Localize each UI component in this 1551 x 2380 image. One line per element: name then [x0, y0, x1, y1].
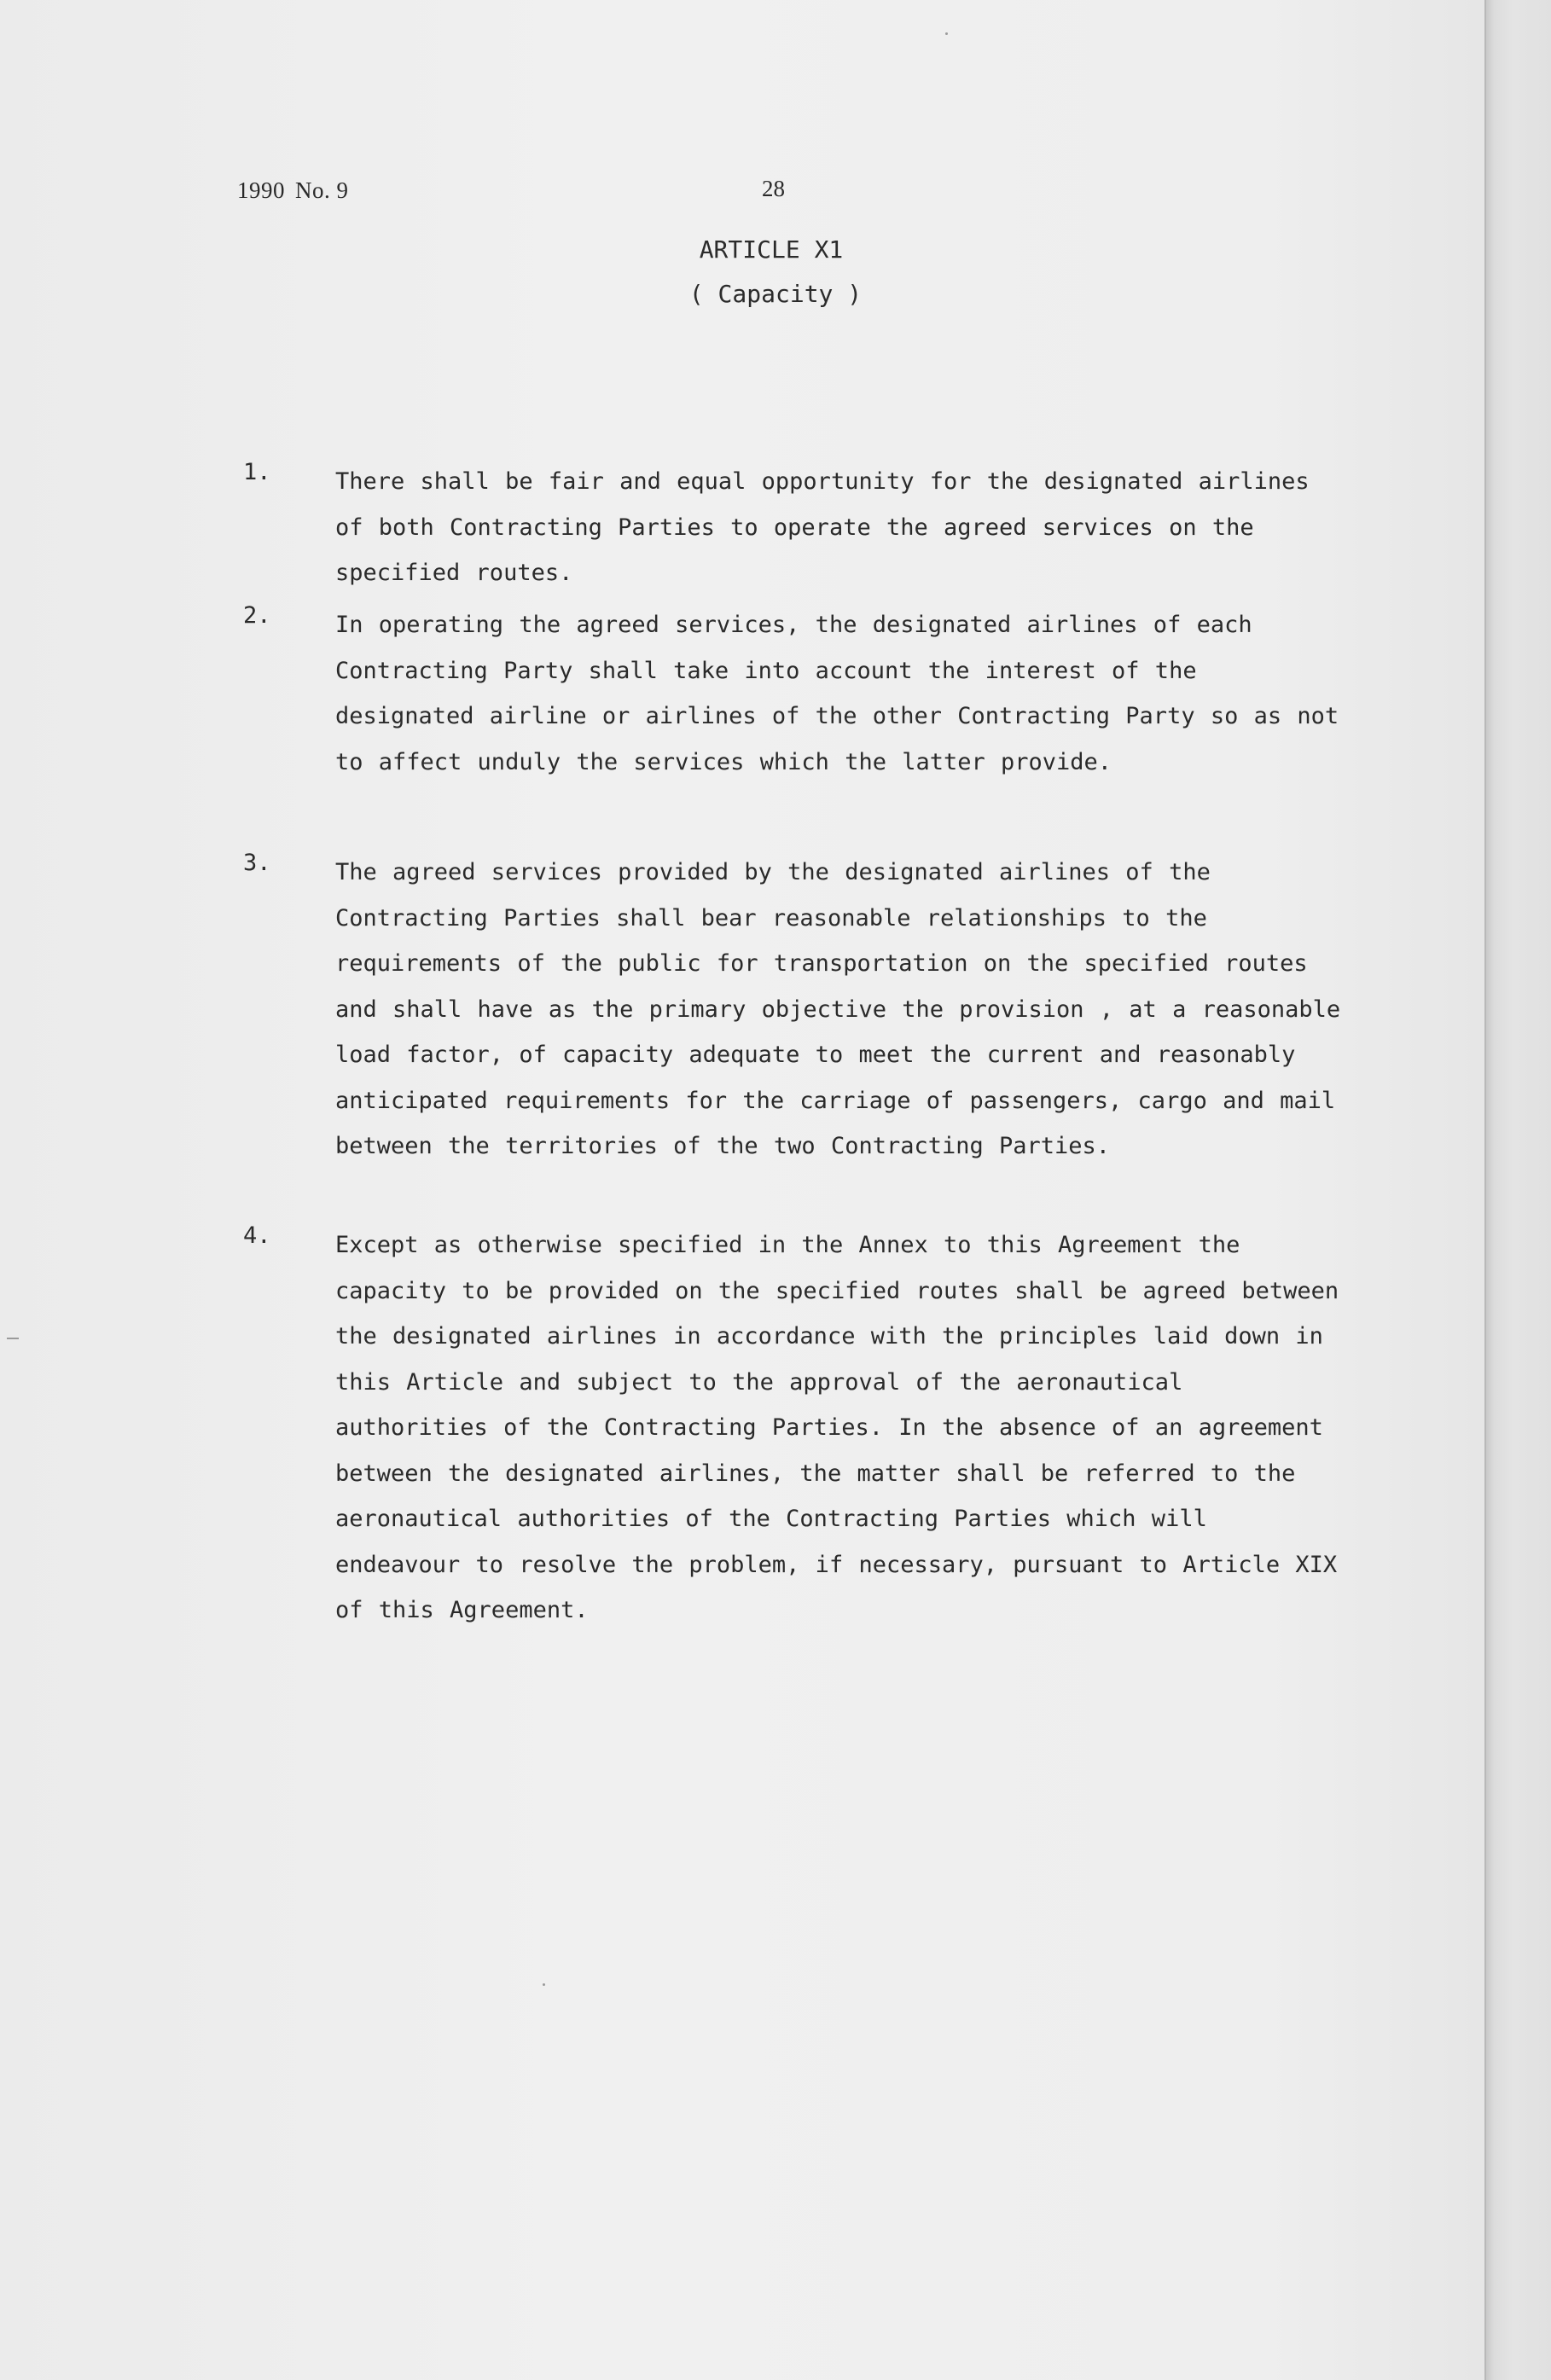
- gazette-number: No. 9: [295, 177, 349, 203]
- paragraph-text: In operating the agreed services, the designated airlines of each Contracting Party shall take into account the interest of the designated airline or airlines of the other Contracting Party so as not to affect unduly the services which the latter provide.: [335, 612, 1339, 775]
- paragraph-text: There shall be fair and equal opportunity for the designated airlines of both Contracting Parties to operate the agreed services on the specified routes.: [335, 468, 1310, 586]
- paragraph-number: 3.: [243, 850, 271, 876]
- paragraph-number: 4.: [243, 1222, 271, 1249]
- page-edge: [1484, 0, 1551, 2380]
- paragraph-number: 2.: [243, 602, 271, 629]
- article-title: ARTICLE X1: [699, 235, 844, 264]
- paragraph-text: Except as otherwise specified in the Annex to this Agreement the capacity to be provided on the specified routes shall be agreed between the designated airlines in accordance with the principles laid down in this Article and subject to the approval of the aeronautical authorities of the Contracting Parties. In the absence of an agreement between the designated airlines, the matter shall be referred to the aeronautical authorities of the Contracting Parties which will endeavour to resolve the problem, if necessary, pursuant to Article XIX of this Agreement.: [335, 1232, 1339, 1623]
- paragraph-text: The agreed services provided by the designated airlines of the Contracting Parties shall bear reasonable relationships to the requirements of the public for transportation on the specified routes and shall have as the primary objective the provision , at a reasonable load factor, of capacity adequate to meet the current and reasonably anticipated requirements for the carriage of passengers, cargo and mail between the territories of the two Contracting Parties.: [335, 859, 1341, 1159]
- paragraph-number: 1.: [243, 459, 271, 485]
- article-subtitle: ( Capacity ): [688, 280, 863, 308]
- page-number: 28: [762, 176, 785, 201]
- gazette-year: 1990: [237, 177, 285, 203]
- paper-mark: [7, 1338, 19, 1339]
- paper-speck: [945, 32, 948, 35]
- paper-speck: [543, 1983, 545, 1986]
- gazette-reference: [237, 177, 349, 204]
